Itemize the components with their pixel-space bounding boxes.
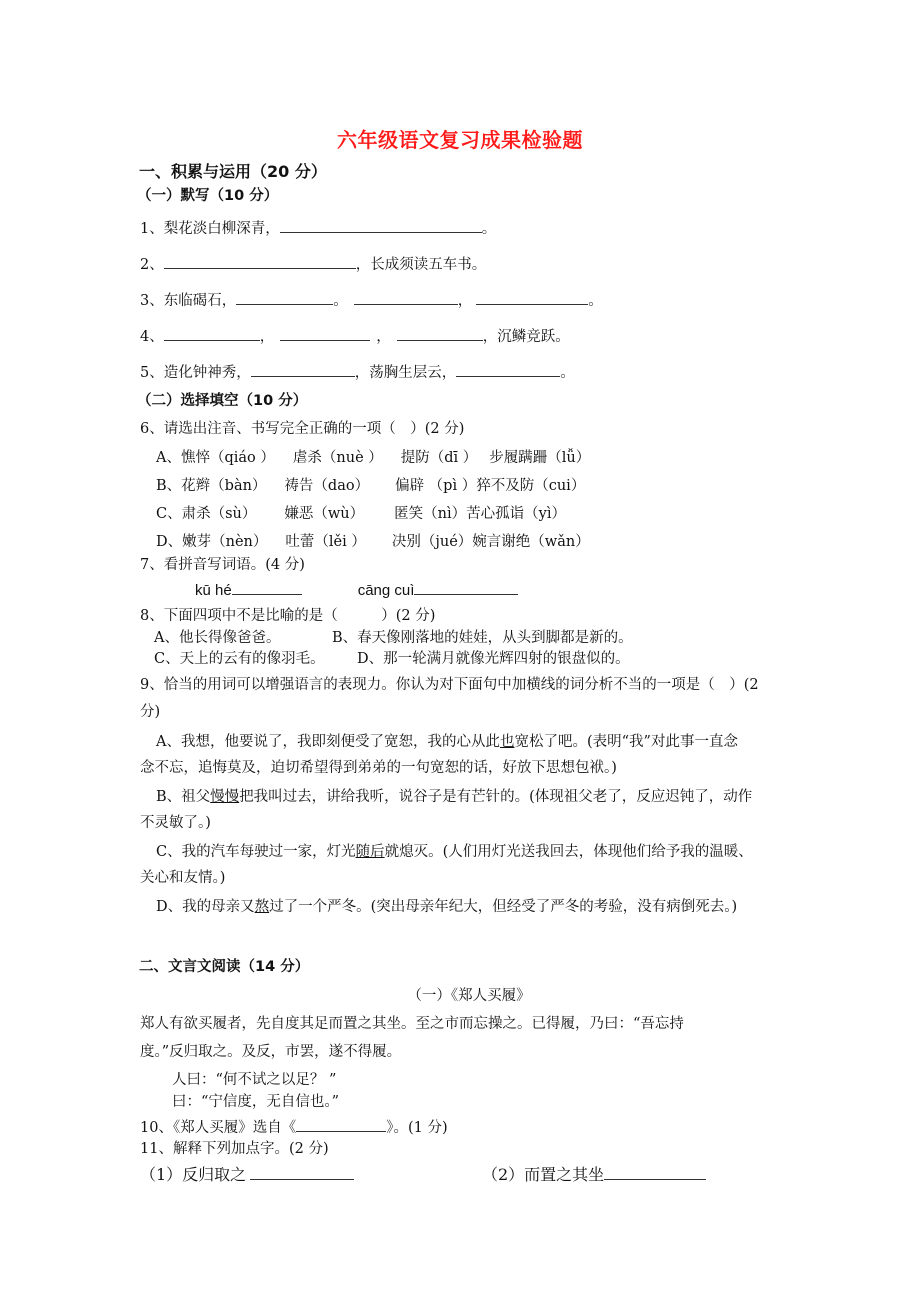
q9-option-a-line2: 念不忘，追悔莫及，迫切希望得到弟弟的一句宽恕的话，好放下思想包袱。) [140, 760, 617, 776]
answer-blank[interactable] [164, 326, 260, 341]
q8-option-b: B、春天像刚落地的娃娃，从头到脚都是新的。 [332, 630, 633, 646]
answer-blank[interactable] [251, 362, 355, 377]
item-text: 造化钟神秀， [163, 365, 251, 381]
answer-blank[interactable] [397, 326, 483, 341]
q8-option-d: D、那一轮满月就像光辉四射的银盘似的。 [357, 651, 630, 667]
answer-blank[interactable] [476, 290, 588, 305]
q8-stem: 8、下面四项中不是比喻的是（ ）(2 分) [140, 608, 436, 624]
option-text: 过了一个严冬。(突出母亲年纪大，但经受了严冬的考验，没有病倒死去。) [269, 899, 738, 915]
passage-line-3: 人曰：“何不试之以足？ ” [172, 1072, 337, 1088]
pinyin-word: kū hé [195, 582, 232, 599]
item-text: ， [376, 329, 391, 345]
pinyin-word: cāng cuì [357, 582, 415, 599]
item-text: 东临碣石， [163, 293, 237, 309]
section2-heading: 二、文言文阅读（14 分） [139, 959, 310, 975]
item-number: 3、 [140, 293, 164, 309]
q11-item-2 [482, 1165, 706, 1184]
option-word: 嫩芽（nèn） [182, 534, 268, 550]
answer-blank[interactable] [280, 218, 482, 233]
option-label: C、 [156, 506, 182, 522]
q10-text: 10、《郑人买履》选自《 [140, 1120, 297, 1136]
item-text: 梨花淡白柳深青， [163, 221, 280, 237]
item-text: ，荡胸生层云， [354, 365, 457, 381]
recite-item-4 [140, 326, 570, 346]
answer-blank[interactable] [414, 580, 518, 595]
item-number: 4、 [140, 329, 164, 345]
q9-option-d [156, 898, 737, 916]
option-label: A、 [156, 450, 181, 466]
q9-stem-line1: 9、恰当的用词可以增强语言的表现力。你认为对下面句中加横线的词分析不当的一项是（ ）(2 [140, 677, 759, 693]
item-text: 。 [333, 293, 348, 309]
answer-blank[interactable] [604, 1165, 706, 1180]
passage-line-1: 郑人有欲买履者，先自度其足而置之其坐。至之市而忘操之。已得履，乃曰：“吾忘持 [140, 1016, 684, 1032]
option-text: 就熄灭。(人们用灯光送我回去，体现他们给予我的温暖、 [384, 844, 753, 860]
option-word: 憔悴（qiáo ） [180, 450, 275, 466]
underlined-word: 也 [499, 734, 515, 750]
option-word: 虐杀（nuè ） [292, 450, 383, 466]
option-word: 步履蹒跚（lǚ） [489, 450, 591, 466]
q9-option-c-line2: 关心和友情。) [140, 870, 226, 886]
q6-option-b [156, 477, 585, 495]
q6-option-a [156, 449, 590, 467]
q11-item-text: （2）而置之其坐 [482, 1165, 605, 1184]
option-word: 吐蕾（lěi ） [285, 534, 366, 550]
option-text: 宽松了吧。(表明“我”对此事一直念 [514, 734, 738, 750]
option-word: 提防（dī ） [400, 450, 478, 466]
item-text: ，长成须读五车书。 [355, 257, 487, 273]
option-word: 祷告（dao） [284, 478, 370, 494]
option-text: 把我叫过去，讲给我听，说谷子是有芒针的。(体现祖父老了，反应迟钝了，动作 [239, 789, 753, 805]
answer-blank[interactable] [250, 1165, 354, 1180]
q7-stem: 7、看拼音写词语。(4 分) [140, 557, 305, 573]
q7-pinyin-row [195, 580, 518, 600]
q9-option-a [156, 733, 738, 751]
answer-blank[interactable] [296, 1117, 386, 1132]
q9-option-b-line2: 不灵敏了。) [140, 815, 211, 831]
q9-option-b [156, 788, 752, 806]
section1-heading: 一、积累与运用（20 分） [139, 162, 327, 181]
answer-blank[interactable] [354, 290, 458, 305]
answer-blank[interactable] [232, 580, 302, 595]
passage-line-2: 度。”反归取之。及反，市罢，遂不得履。 [140, 1044, 402, 1060]
item-text: 。 [481, 221, 497, 237]
option-text: A、我想，他要说了，我即刻便受了宽恕，我的心从此 [156, 734, 500, 750]
answer-blank[interactable] [456, 362, 560, 377]
q8-option-a: A、他长得像爸爸。 [154, 630, 281, 646]
option-word: 苦心孤诣（yì） [466, 506, 566, 522]
item-text: 。 [588, 293, 603, 309]
option-label: B、 [156, 478, 182, 494]
option-word: 花辫（bàn） [181, 478, 267, 494]
part1-heading: （一）默写（10 分） [137, 188, 279, 204]
option-word: 偏辟 （pì ） [395, 478, 477, 494]
q10 [140, 1117, 448, 1137]
item-number: 2、 [140, 257, 164, 273]
recite-item-1 [140, 218, 496, 238]
option-word: 嫌恶（wù） [284, 506, 365, 522]
option-text: C、我的汽车每驶过一家，灯光 [156, 844, 356, 860]
q11-item-text: （1）反归取之 [140, 1165, 247, 1184]
item-number: 1、 [140, 221, 164, 237]
underlined-word: 熬 [254, 899, 270, 915]
option-word: 决别（jué） [391, 534, 473, 550]
part2-heading: （二）选择填空（10 分） [137, 393, 308, 409]
answer-blank[interactable] [280, 326, 370, 341]
q6-option-c [156, 505, 566, 523]
item-text: 。 [560, 365, 575, 381]
q9-option-c [156, 843, 753, 861]
item-text: ，沉鳞竞跃。 [482, 329, 570, 345]
option-text: D、我的母亲又 [156, 899, 255, 915]
q8-option-c: C、天上的云有的像羽毛。 [154, 651, 325, 667]
answer-blank[interactable] [236, 290, 333, 305]
recite-item-5 [140, 362, 575, 382]
underlined-word: 慢慢 [210, 789, 240, 805]
item-number: 5、 [140, 365, 164, 381]
option-text: B、祖父 [156, 789, 211, 805]
passage-line-4: 曰：“宁信度，无自信也。” [172, 1094, 340, 1110]
q11-stem: 11、解释下列加点字。(2 分) [140, 1141, 329, 1157]
item-text: ， [457, 293, 473, 309]
answer-blank[interactable] [164, 254, 356, 269]
recite-item-3 [140, 290, 603, 310]
option-label: D、 [156, 534, 183, 550]
q6-stem: 6、请选出注音、书写完全正确的一项（ ）(2 分) [140, 421, 465, 437]
option-word: 肃杀（sù） [181, 506, 257, 522]
option-word: 婉言谢绝（wǎn） [472, 534, 590, 550]
underlined-word: 随后 [355, 844, 385, 860]
item-text: ， [259, 329, 275, 345]
option-word: 猝不及防（cui） [476, 478, 586, 494]
q11-item-1 [140, 1165, 354, 1184]
q9-stem-line2: 分) [140, 704, 161, 720]
option-word: 匿笑（nì） [394, 506, 467, 522]
recite-item-2 [140, 254, 486, 274]
document-title: 六年级语文复习成果检验题 [337, 128, 583, 152]
q6-option-d [156, 533, 590, 551]
q10-text: 》。(1 分) [386, 1120, 448, 1136]
passage-title: （一）《郑人买履》 [407, 988, 531, 1004]
